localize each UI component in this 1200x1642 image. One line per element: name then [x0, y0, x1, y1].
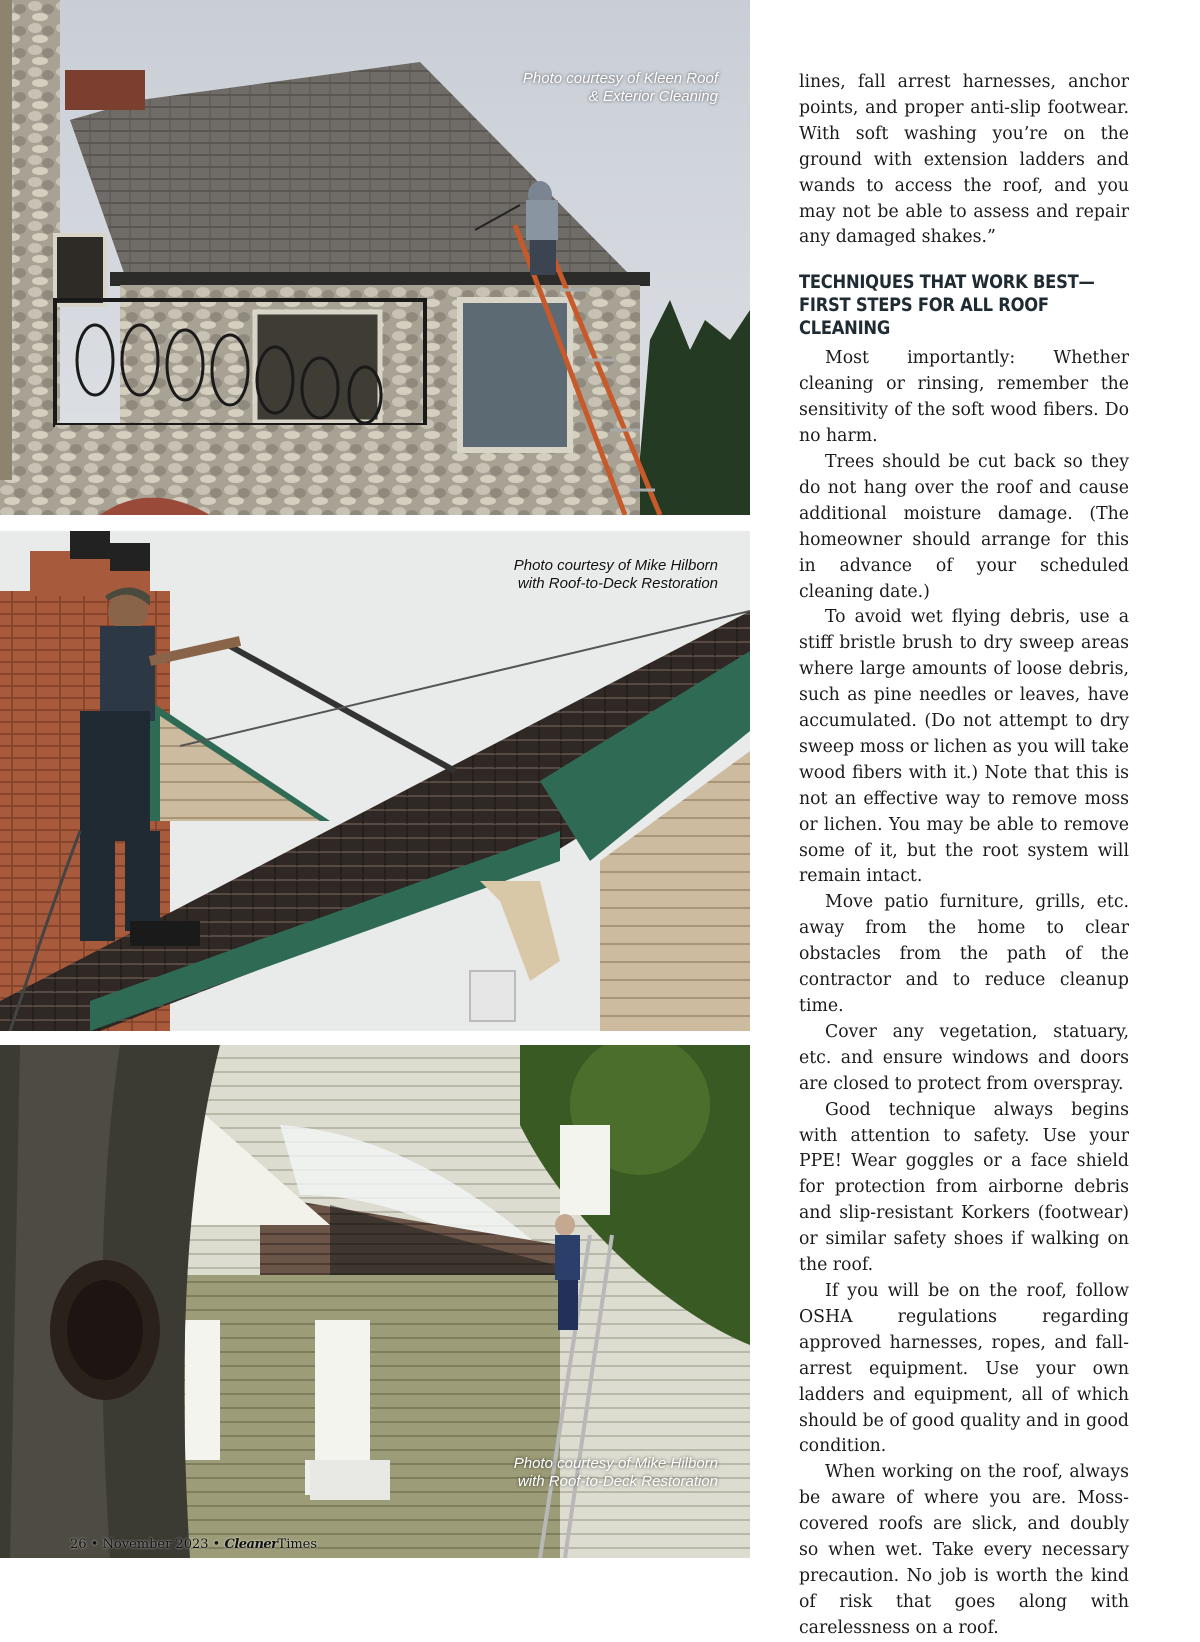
section-heading: [799, 271, 1134, 340]
article-paragraph: Good technique always begins with attention to safety. Use your PPE! Wear goggles or a face shield for protection from airborne debris and slip-resistant Korkers (footwear) or similar safety shoes if walking on the roof.: [799, 1099, 1129, 1276]
photo-credit-line: with Roof-to-Deck Restoration: [517, 575, 718, 592]
article-paragraph: Most importantly: Whether cleaning or rinsing, remember the sensitivity of the soft wood fibers. Do no harm.: [799, 348, 1129, 447]
article-paragraph: Trees should be cut back so they do not hang over the roof and cause additional moisture damage. (The homeowner should arrange for this in advance of your scheduled cleaning date.): [799, 451, 1129, 602]
issue-date: November 2023: [102, 1537, 209, 1552]
photo-credit-line: with Roof-to-Deck Restoration: [517, 1473, 718, 1490]
publication-brand: Cleaner: [224, 1537, 278, 1552]
article-paragraph: If you will be on the roof, follow OSHA regulations regarding approved harnesses, ropes, and fall-arrest equipment. Use your own ladders and equipment, all of which should be of good quality and in good condition.: [799, 1280, 1129, 1457]
article-paragraph: Cover any vegetation, statuary, etc. and ensure windows and doors are closed to protect from overspray.: [799, 1021, 1129, 1094]
page-footer: [70, 1537, 317, 1552]
photo-roof-spraying: [0, 1045, 750, 1558]
article-intro-paragraph: lines, fall arrest harnesses, anchor points, and proper anti-slip footwear. With soft washing you’re on the ground with extension ladders and wands to access the roof, and you may not be able to assess and repair any damaged shakes.”: [799, 72, 1129, 248]
article-paragraph: When working on the roof, always be aware of where you are. Moss-covered roofs are slick, and doubly so when wet. Take every necessary precaution. No job is worth the kind of risk that goes along with carelessness on a roof.: [799, 1462, 1129, 1638]
photo-credit-3: [514, 1455, 718, 1491]
section-heading-line: TECHNIQUES THAT WORK BEST—: [799, 271, 1095, 294]
photo-roof-ladder: [0, 0, 750, 515]
photo-credit-line: Photo courtesy of Kleen Roof: [522, 70, 718, 87]
photo-pressure-washing: [0, 531, 750, 1031]
page-number: 26: [70, 1537, 87, 1552]
section-heading-line: FIRST STEPS FOR ALL ROOF CLEANING: [799, 294, 1049, 340]
photo-credit-2: [514, 557, 718, 593]
article-paragraph: To avoid wet flying debris, use a stiff bristle brush to dry sweep areas where large amounts of loose debris, such as pine needles or leaves, have accumulated. (Do not attempt to dry sweep moss or lichen as you will take wood fibers with it.) Note that this is not an effective way to remove moss or lichen. You may be able to remove some of it, but the root system will remain intact.: [799, 607, 1129, 887]
photo-credit-line: Photo courtesy of Mike Hilborn: [513, 1455, 718, 1472]
footer-separator: •: [90, 1537, 99, 1552]
photo-credit-1: [523, 70, 718, 106]
article-paragraph: Move patio furniture, grills, etc. away from the home to clear obstacles from the path of the contractor and to reduce cleanup time.: [799, 892, 1129, 1016]
publication-brand-suffix: Times: [277, 1537, 318, 1552]
photo-credit-line: Photo courtesy of Mike Hilborn: [513, 557, 718, 574]
article-column: [799, 70, 1129, 1642]
footer-separator: •: [212, 1537, 221, 1552]
photo-credit-line: & Exterior Cleaning: [588, 88, 718, 105]
